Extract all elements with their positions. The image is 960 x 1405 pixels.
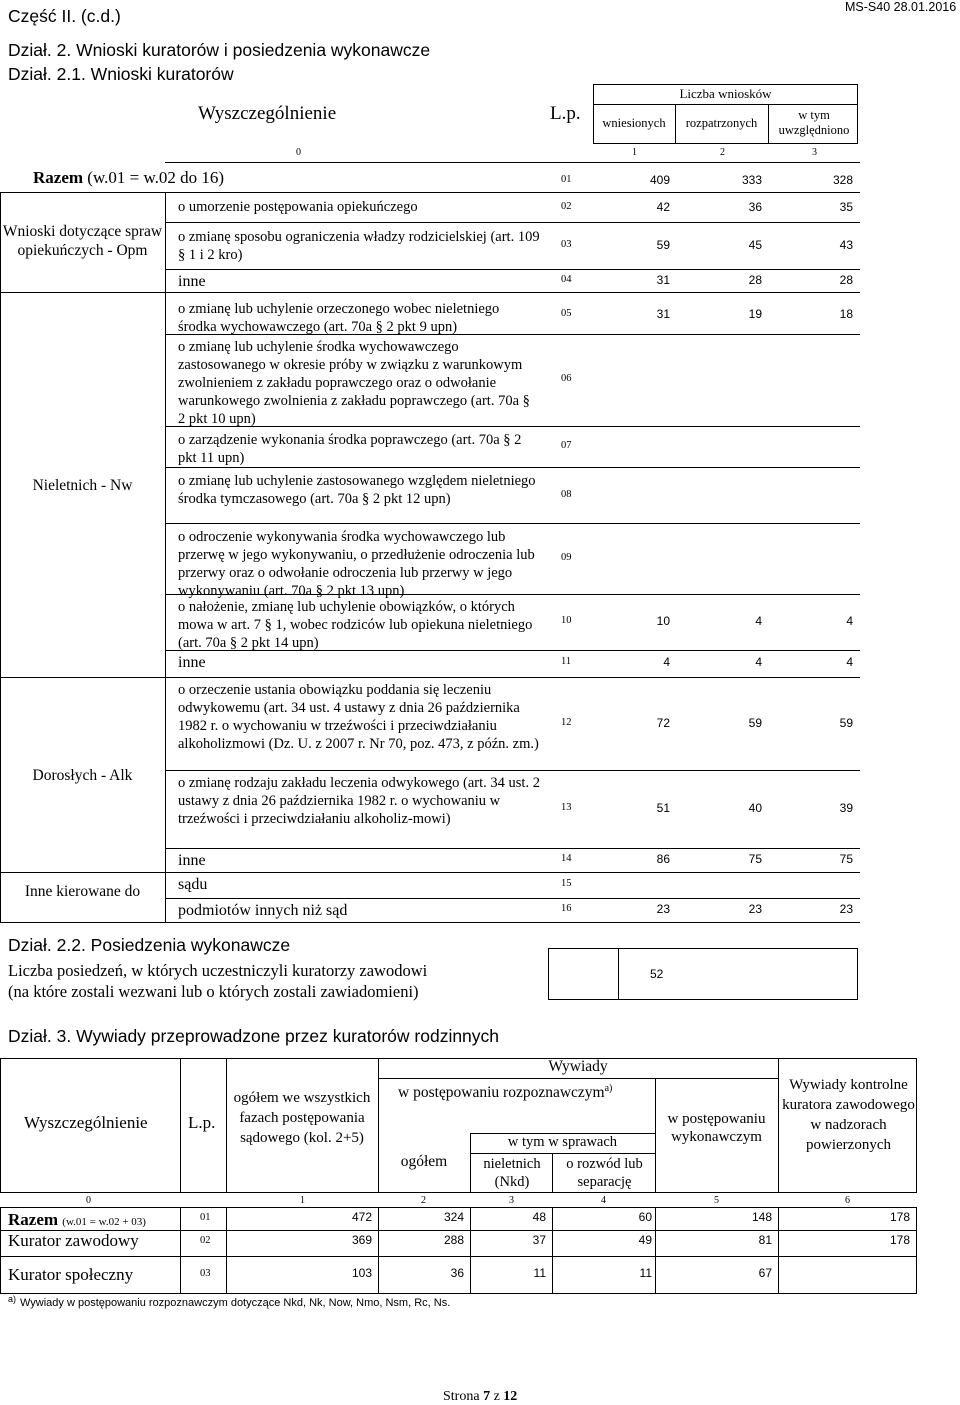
s3-row-03-col-1: 103 bbox=[351, 1266, 372, 1280]
t1-row-10-col-3: 4 bbox=[846, 614, 853, 628]
t1-row-05-col-2: 19 bbox=[748, 307, 762, 321]
s3-row-01-col-5: 148 bbox=[751, 1210, 772, 1224]
s3-razem-label: Razem (w.01 = w.02 + 03) bbox=[8, 1210, 146, 1229]
t1-colnum-0: 0 bbox=[296, 147, 301, 158]
s3-col-rozpoznawczym: w postępowaniu rozpoznawczym$^{a)}$ bbox=[398, 1083, 613, 1102]
s22-line1: Liczba posiedzeń, w których uczestniczyli kuratorzy zawodowi bbox=[8, 961, 428, 980]
t1-row-label-16: podmiotów innych niż sąd bbox=[178, 902, 348, 919]
t1-row-01-col-1: 409 bbox=[649, 173, 670, 187]
t1-row-lp-01: 01 bbox=[561, 174, 572, 185]
t1-row-lp-14: 14 bbox=[561, 853, 572, 864]
t1-row-16-col-2: 23 bbox=[748, 902, 762, 916]
t1-row-04-col-2: 28 bbox=[748, 273, 762, 287]
t1-row-14-col-2: 75 bbox=[748, 852, 762, 866]
t1-row-13-col-3: 39 bbox=[839, 801, 853, 815]
t1-row-lp-13: 13 bbox=[561, 802, 572, 813]
s3-row-kurator-zawodowy: Kurator zawodowy bbox=[8, 1231, 139, 1250]
t1-row-02-col-2: 36 bbox=[748, 200, 762, 214]
s3-row-02-col-6: 178 bbox=[889, 1233, 910, 1247]
t1-row-label-05: o zmianę lub uchylenie orzeczonego wobec nieletniego środka wychowawczego (art. 70a § 2 pkt 9 upn) bbox=[178, 301, 500, 335]
t1-row-03-col-3: 43 bbox=[839, 238, 853, 252]
s3-row-03-col-4: 11 bbox=[639, 1266, 652, 1280]
t1-row-lp-09: 09 bbox=[561, 552, 572, 563]
t1-row-03-col-1: 59 bbox=[656, 238, 670, 252]
t1-row-14-col-3: 75 bbox=[839, 852, 853, 866]
t1-col-lp: L.p. bbox=[550, 103, 581, 124]
s3-row-01-col-3: 48 bbox=[532, 1210, 546, 1224]
s3-footnote-mark: a) bbox=[8, 1294, 17, 1304]
t1-row-lp-07: 07 bbox=[561, 440, 572, 451]
s3-row-lp-02: 02 bbox=[200, 1235, 211, 1246]
t1-row-lp-10: 10 bbox=[561, 615, 572, 626]
s3-col-wywiady: Wywiady bbox=[548, 1058, 608, 1075]
t1-side-alk: Dorosłych - Alk bbox=[32, 767, 133, 784]
s3-col-nieletnich: nieletnich (Nkd) bbox=[483, 1156, 541, 1190]
t1-row-01-col-2: 333 bbox=[741, 173, 762, 187]
t1-row-lp-04: 04 bbox=[561, 274, 572, 285]
t1-row-10-col-1: 10 bbox=[656, 614, 670, 628]
s3-row-02-col-2: 288 bbox=[443, 1233, 464, 1247]
t1-row-lp-16: 16 bbox=[561, 903, 572, 914]
s3-colnum-1: 1 bbox=[300, 1195, 305, 1206]
t1-side-inne: Inne kierowane do bbox=[24, 883, 141, 900]
t1-row-04-col-1: 31 bbox=[656, 273, 670, 287]
s3-row-lp-01: 01 bbox=[200, 1212, 211, 1223]
t1-row-lp-08: 08 bbox=[561, 489, 572, 500]
t1-row-label-13: o zmianę rodzaju zakładu leczenia odwykowego (art. 34 ust. 2 ustawy z dnia 26 października 1982 r. o wychowaniu w trzeźwości i przeciwdziałaniu alkoholiz-mowi) bbox=[178, 775, 540, 827]
t1-colnum-3: 3 bbox=[812, 147, 817, 158]
t1-row-label-11: inne bbox=[178, 654, 206, 671]
t1-row-03-col-2: 45 bbox=[748, 238, 762, 252]
t1-row-16-col-3: 23 bbox=[839, 902, 853, 916]
t1-side-opm: Wnioski dotyczące spraw opiekuńczych - Opm bbox=[2, 223, 163, 259]
t1-col-rozpatrzonych: rozpatrzonych bbox=[685, 116, 758, 130]
section-2-title: Dział. 2. Wnioski kuratorów i posiedzenia wykonawcze bbox=[8, 40, 431, 60]
s3-row-02-col-4: 49 bbox=[638, 1233, 652, 1247]
t1-row-12-col-3: 59 bbox=[839, 716, 853, 730]
page-number: Strona 7 z 12 bbox=[443, 1389, 518, 1404]
t1-colnum-2: 2 bbox=[720, 147, 725, 158]
s3-footnote-text: Wywiady w postępowaniu rozpoznawczym dotyczące Nkd, Nk, Now, Nmo, Nsm, Rc, Ns. bbox=[20, 1297, 451, 1309]
t1-side-nw: Nieletnich - Nw bbox=[32, 477, 133, 494]
t1-row-11-col-3: 4 bbox=[846, 655, 853, 669]
t1-row-02-col-1: 42 bbox=[656, 200, 670, 214]
s3-row-02-col-5: 81 bbox=[758, 1233, 772, 1247]
t1-row-label-08: o zmianę lub uchylenie zastosowanego względem nieletniego środka tymczasowego (art. 70a § 2 pkt 12 upn) bbox=[178, 473, 536, 507]
s3-row-03-col-5: 67 bbox=[758, 1266, 772, 1280]
t1-row-label-07: o zarządzenie wykonania środka poprawczego (art. 70a § 2 pkt 11 upn) bbox=[178, 432, 522, 466]
t1-row-lp-06: 06 bbox=[561, 373, 572, 384]
s3-colnum-2: 2 bbox=[421, 1195, 426, 1206]
form-id: MS-S40 28.01.2016 bbox=[845, 0, 957, 14]
s22-value-box bbox=[548, 948, 858, 1000]
s3-colnum-0: 0 bbox=[86, 1195, 91, 1206]
section-22-title: Dział. 2.2. Posiedzenia wykonawcze bbox=[8, 935, 291, 955]
t1-col-wyszczegolnienie: Wyszczególnienie bbox=[198, 103, 337, 124]
s3-colnum-4: 4 bbox=[601, 1195, 606, 1206]
t1-row-label-10: o nałożenie, zmianę lub uchylenie obowiązków, o których mowa w art. 7 § 1, wobec rodziców lub opiekuna nieletniego (art. 70a § 2 pkt 14 upn) bbox=[178, 599, 533, 651]
section-3-title: Dział. 3. Wywiady przeprowadzone przez kuratorów rodzinnych bbox=[8, 1026, 500, 1046]
t1-row-11-col-1: 4 bbox=[663, 655, 670, 669]
s3-col-wtym-sprawach: w tym w sprawach bbox=[507, 1134, 618, 1150]
t1-row-label-04: inne bbox=[178, 273, 206, 290]
s3-col-kontrolne: Wywiady kontrolne kuratora zawodowego w nadzorach powierzonych bbox=[782, 1077, 915, 1153]
s3-col-wyszczegolnienie: Wyszczególnienie bbox=[24, 1113, 148, 1132]
part-title: Część II. (c.d.) bbox=[8, 6, 121, 26]
s3-col-lp: L.p. bbox=[188, 1113, 216, 1132]
t1-row-label-14: inne bbox=[178, 852, 206, 869]
t1-row-label-03: o zmianę sposobu ograniczenia władzy rodzicielskiej (art. 109 § 1 i 2 kro) bbox=[178, 229, 540, 263]
s22-value: 52 bbox=[650, 967, 664, 981]
s3-row-01-col-4: 60 bbox=[638, 1210, 652, 1224]
t1-row-10-col-2: 4 bbox=[755, 614, 762, 628]
t1-row-lp-11: 11 bbox=[561, 656, 572, 667]
s3-col-ogolem: ogółem bbox=[400, 1153, 448, 1170]
s3-row-02-col-1: 369 bbox=[351, 1233, 372, 1247]
s3-colnum-3: 3 bbox=[509, 1195, 514, 1206]
s3-row-01-col-1: 472 bbox=[351, 1210, 372, 1224]
t1-row-lp-15: 15 bbox=[561, 878, 572, 889]
s3-row-02-col-3: 37 bbox=[532, 1233, 546, 1247]
t1-row-lp-02: 02 bbox=[561, 201, 572, 212]
t1-row-11-col-2: 4 bbox=[755, 655, 762, 669]
s3-row-03-col-2: 36 bbox=[450, 1266, 464, 1280]
s3-row-01-col-6: 178 bbox=[889, 1210, 910, 1224]
t1-row-16-col-1: 23 bbox=[656, 902, 670, 916]
s3-colnum-5: 5 bbox=[714, 1195, 719, 1206]
section-21-title: Dział. 2.1. Wnioski kuratorów bbox=[8, 64, 234, 84]
t1-row-05-col-1: 31 bbox=[656, 307, 670, 321]
t1-row-13-col-1: 51 bbox=[656, 801, 670, 815]
s3-row-kurator-spoleczny: Kurator społeczny bbox=[8, 1265, 134, 1284]
t1-col-group: Liczba wniosków bbox=[679, 86, 772, 101]
t1-colnum-1: 1 bbox=[632, 147, 637, 158]
s3-row-01-col-2: 324 bbox=[443, 1210, 464, 1224]
s3-col-wykonawczym: w postępowaniu wykonawczym bbox=[667, 1111, 766, 1145]
t1-col-wtym: w tym uwzględniono bbox=[778, 108, 850, 137]
t1-row-label-09: o odroczenie wykonywania środka wychowawczego lub przerwę w jego wykonywaniu, o przedłużenie odroczenia lub przerwy oraz o odwołanie odroczenia lub przerwy w jego wykonywaniu (art. 70a § 2 pkt 13 upn) bbox=[178, 529, 535, 599]
s22-line2: (na które zostali wezwani lub o których zostali zawiadomieni) bbox=[8, 982, 419, 1001]
s3-row-03-col-3: 11 bbox=[533, 1266, 546, 1280]
t1-row-lp-03: 03 bbox=[561, 239, 572, 250]
t1-row-lp-12: 12 bbox=[561, 717, 572, 728]
t1-row-label-15: sądu bbox=[178, 876, 208, 893]
s3-col-rozwod: o rozwód lub separację bbox=[566, 1156, 643, 1190]
t1-row-01-col-3: 328 bbox=[832, 173, 853, 187]
t1-row-02-col-3: 35 bbox=[839, 200, 853, 214]
t1-row-12-col-2: 59 bbox=[748, 716, 762, 730]
t1-row-lp-05: 05 bbox=[561, 308, 572, 319]
t1-col-wniesionych: wniesionych bbox=[602, 116, 666, 130]
t1-row-label-02: o umorzenie postępowania opiekuńczego bbox=[178, 199, 418, 215]
s3-col-ogolem-fazach: ogółem we wszystkich fazach postępowania sądowego (kol. 2+5) bbox=[233, 1090, 371, 1146]
s3-row-lp-03: 03 bbox=[200, 1268, 211, 1279]
t1-razem-label: Razem (w.01 = w.02 do 16) bbox=[33, 168, 225, 187]
t1-row-05-col-3: 18 bbox=[839, 307, 853, 321]
t1-row-label-12: o orzeczenie ustania obowiązku poddania się leczeniu odwykowemu (art. 34 ust. 4 ustawy z dnia 26 października 1982 r. o wychowaniu w trzeźwości i przeciwdziałaniu alkoholizmowi (Dz. U. z 2007 r. Nr 70, poz. 473, z późn. zm.) bbox=[178, 682, 539, 752]
t1-row-12-col-1: 72 bbox=[656, 716, 670, 730]
s3-colnum-6: 6 bbox=[845, 1195, 850, 1206]
t1-row-04-col-3: 28 bbox=[839, 273, 853, 287]
t1-row-label-06: o zmianę lub uchylenie środka wychowawczego zastosowanego w okresie próby w związku z warunkowym zwolnieniem z zakładu poprawczego oraz o odwołanie warunkowego zwolnienia z zakładu poprawczego (art. 70a § 2 pkt 10 upn) bbox=[178, 339, 530, 427]
t1-row-14-col-1: 86 bbox=[656, 852, 670, 866]
t1-row-13-col-2: 40 bbox=[748, 801, 762, 815]
